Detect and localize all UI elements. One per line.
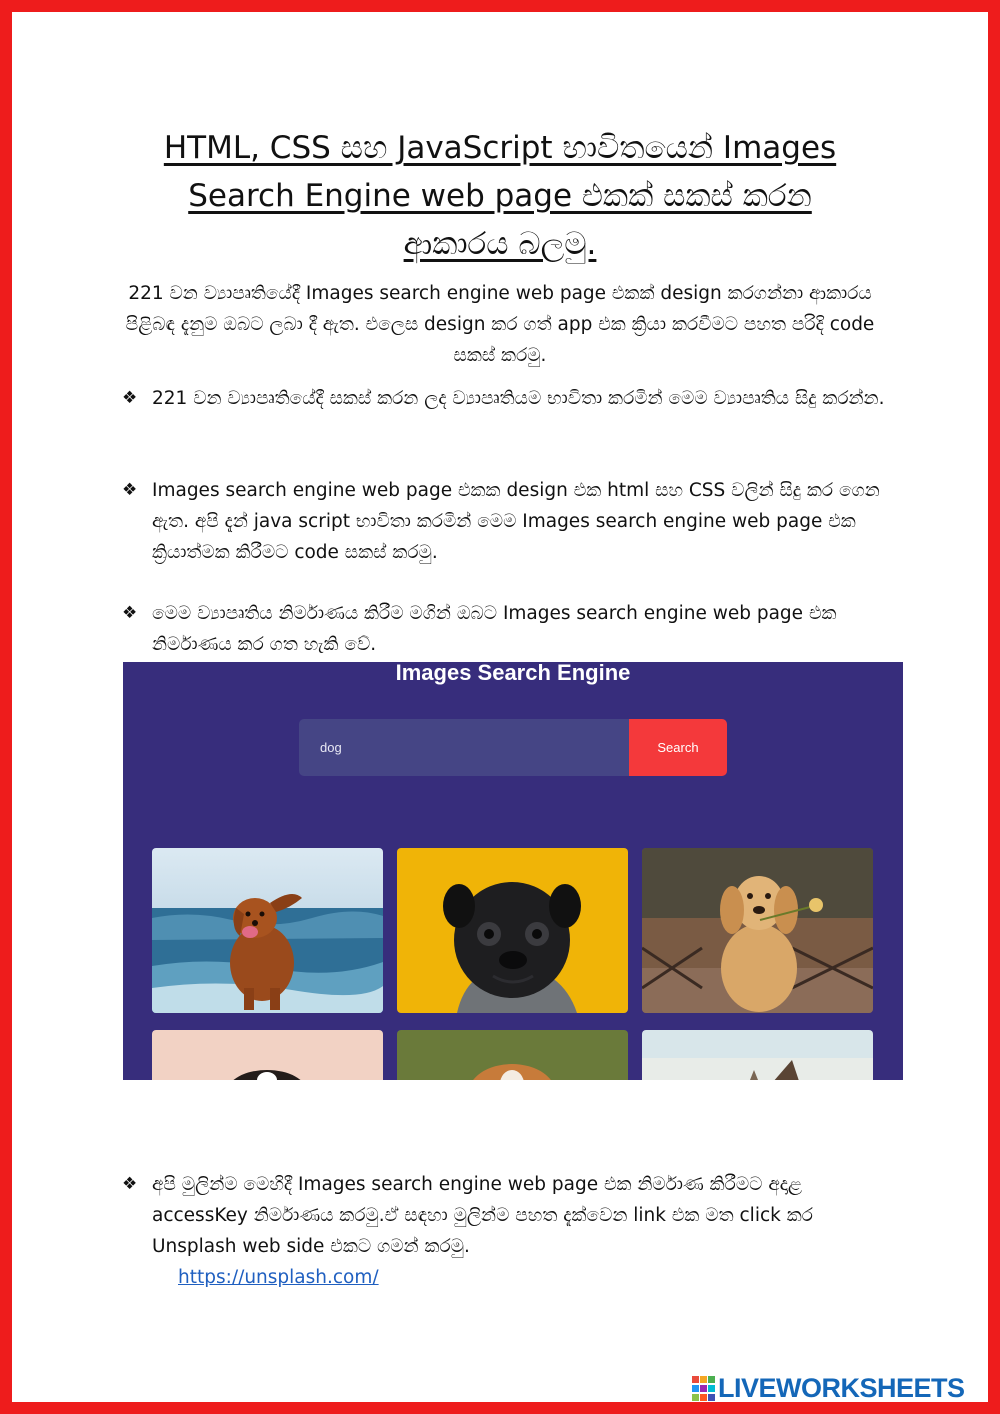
dog-image-beach [152,848,383,1013]
app-title: Images Search Engine [395,662,631,685]
app-screenshot [123,662,903,1080]
search-input[interactable]: dog [299,719,629,776]
dog-image-pug [397,848,628,1013]
page-title: HTML, CSS සහ JavaScript භාවිතයෙන් Images Search Engine web page එකක් සකස් කරන ආකාරය බලමු. [163,130,837,262]
list-item-text: අපි මුලින්ම මෙහිදී Images search engine web page එක නිර්මාණ කිරීමට අදාළ accessKey නිර්මාණය කරමු.ඒ සඳහා මුලින්ම පහත දැක්වෙන link එක මත click කර Unsplash web side එකට ගමන් කරමු. [152,1174,813,1257]
liveworksheets-wordmark: LIVEWORKSHEETS [718,1373,965,1403]
dog-image-partial [397,1030,628,1080]
unsplash-link[interactable]: https://unsplash.com/ [178,1267,379,1288]
dog-image-golden [642,848,873,1013]
intro-paragraph: 221 වන ව්‍යාපෘතියේදී Images search engine web page එකක් design කරගන්නා ආකාරය පිළිබඳ දැනුම ඔබට ලබා දී ඇත. එලෙස design කර ගත් app එක ක්‍රියා කරවීමට පහත පරිදි code සකස් කරමු. [125,283,875,366]
diamond-bullet-icon: ❖ [122,388,138,408]
list-item [122,1169,892,1293]
diamond-bullet-icon: ❖ [122,1174,138,1194]
search-button[interactable]: Search [629,719,727,776]
list-item-text: Images search engine web page එකක design එක html සහ CSS වලින් සිදු කර ගෙන ඇත. අපි දැන් java script භාවිතා කරමින් මෙම Images search engine web page එක ක්‍රියාත්මක කිරීමට code සකස් කරමු. [152,480,880,563]
dog-image-partial [152,1030,383,1080]
diamond-bullet-icon: ❖ [122,480,138,500]
list-item-text: 221 වන ව්‍යාපෘතියේදී සකස් කරන ලද ව්‍යාපෘතියම භාවිතා කරමින් මෙම ව්‍යාපෘතිය සිදු කරන්න. [152,388,885,409]
list-item-text: මෙම ව්‍යාපෘතිය නිර්මාණය කිරීම මගින් ඔබට Images search engine web page එක නිර්මාණය කර ගත හැකි වේ. [152,603,837,655]
liveworksheets-logo-icon [692,1376,716,1404]
liveworksheets-logo [692,1374,992,1406]
dog-image-partial [642,1030,873,1080]
list-item [122,383,892,414]
list-item [122,598,892,660]
diamond-bullet-icon: ❖ [122,603,138,623]
list-item [122,475,892,568]
